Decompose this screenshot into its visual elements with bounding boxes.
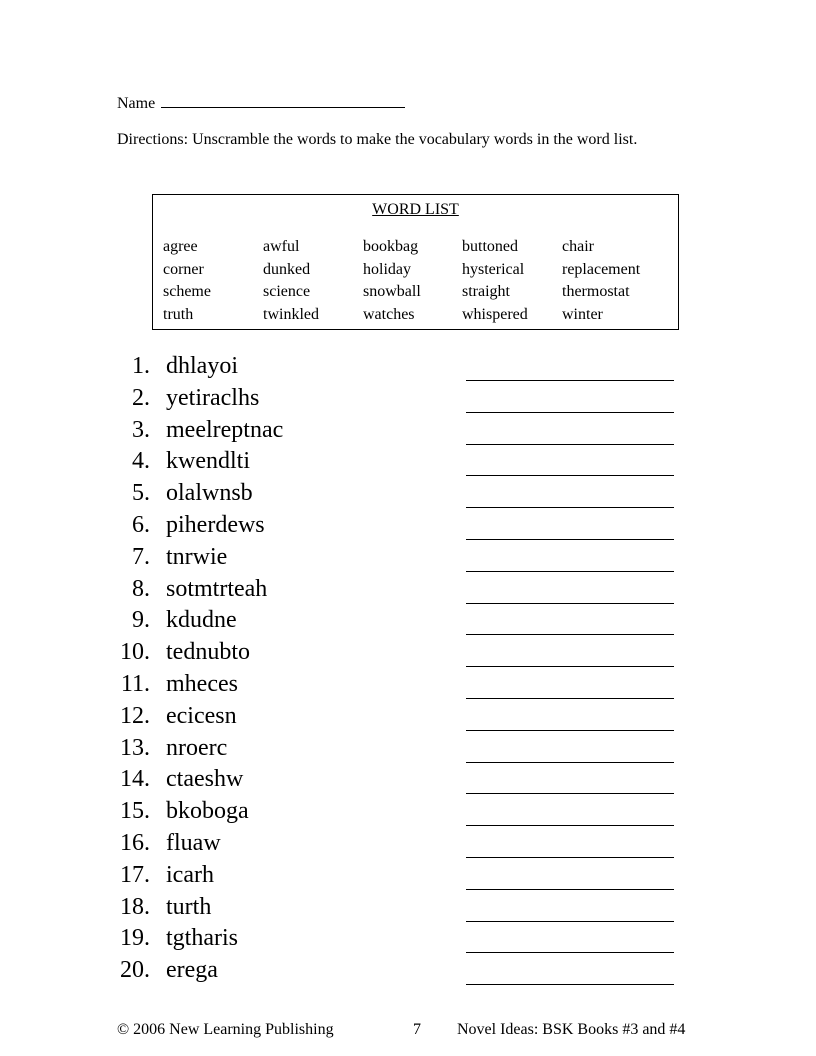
word-list-item: scheme bbox=[163, 283, 211, 300]
scrambled-word: sotmtrteah bbox=[166, 575, 268, 602]
answer-blank-line[interactable] bbox=[466, 984, 674, 985]
question-row bbox=[108, 445, 678, 477]
question-row bbox=[108, 604, 678, 636]
scrambled-word: icarh bbox=[166, 861, 214, 888]
word-list-item: science bbox=[263, 283, 311, 300]
scrambled-word: mheces bbox=[166, 670, 238, 697]
word-list-item: holiday bbox=[363, 260, 411, 278]
question-list bbox=[108, 350, 678, 986]
scrambled-word: olalwnsb bbox=[166, 480, 253, 507]
footer-page-number: 7 bbox=[413, 1021, 421, 1038]
word-list-item: dunked bbox=[263, 260, 311, 278]
word-list-item: replacement bbox=[562, 260, 641, 278]
question-number: 6. bbox=[132, 511, 150, 538]
word-list-item: snowball bbox=[363, 283, 421, 300]
question-number: 10. bbox=[120, 639, 150, 666]
word-list-item: watches bbox=[363, 305, 415, 323]
name-label: Name bbox=[117, 95, 156, 112]
word-list-item: twinkled bbox=[263, 305, 319, 323]
word-list-item: straight bbox=[462, 283, 510, 300]
question-number: 5. bbox=[132, 480, 150, 507]
question-number: 16. bbox=[120, 829, 150, 856]
scrambled-word: meelreptnac bbox=[166, 416, 284, 443]
question-number: 11. bbox=[120, 670, 150, 697]
question-row bbox=[108, 827, 678, 859]
scrambled-word: bkoboga bbox=[166, 798, 249, 825]
question-row bbox=[108, 668, 678, 700]
question-number: 2. bbox=[132, 384, 150, 411]
scrambled-word: tgtharis bbox=[166, 925, 238, 952]
question-number: 17. bbox=[120, 861, 150, 888]
question-number: 15. bbox=[120, 798, 150, 825]
question-row bbox=[108, 922, 678, 954]
word-list-box bbox=[152, 194, 679, 330]
question-number: 18. bbox=[120, 893, 150, 920]
scrambled-word: nroerc bbox=[166, 734, 228, 761]
question-row bbox=[108, 350, 678, 382]
question-row bbox=[108, 573, 678, 605]
scrambled-word: erega bbox=[166, 957, 218, 984]
word-list-item: corner bbox=[163, 260, 204, 278]
word-list-item: bookbag bbox=[363, 238, 419, 255]
word-list-item: agree bbox=[163, 238, 198, 255]
word-list-item: truth bbox=[163, 305, 194, 323]
word-list-item: thermostat bbox=[562, 283, 630, 300]
directions-text: Directions: Unscramble the words to make the vocabulary words in the word list. bbox=[117, 131, 638, 148]
scrambled-word: ctaeshw bbox=[166, 766, 244, 793]
word-list-item: winter bbox=[562, 305, 603, 323]
question-number: 19. bbox=[120, 925, 150, 952]
question-number: 1. bbox=[132, 353, 150, 379]
question-row bbox=[108, 763, 678, 795]
question-number: 20. bbox=[120, 957, 150, 984]
question-row bbox=[108, 859, 678, 891]
word-list-item: buttoned bbox=[462, 238, 518, 255]
footer-copyright: © 2006 New Learning Publishing bbox=[117, 1021, 334, 1038]
question-row bbox=[108, 732, 678, 764]
scrambled-word: tednubto bbox=[166, 639, 250, 666]
footer-series: Novel Ideas: BSK Books #3 and #4 bbox=[457, 1021, 686, 1038]
question-number: 12. bbox=[120, 702, 150, 729]
question-number: 4. bbox=[132, 448, 150, 475]
question-row bbox=[108, 382, 678, 414]
name-line bbox=[117, 93, 405, 113]
name-blank-line[interactable] bbox=[161, 93, 405, 108]
question-row bbox=[108, 795, 678, 827]
question-number: 14. bbox=[120, 766, 150, 793]
scrambled-word: piherdews bbox=[166, 511, 265, 538]
question-number: 8. bbox=[132, 575, 150, 602]
word-list-title: WORD LIST bbox=[372, 201, 459, 218]
scrambled-word: dhlayoi bbox=[166, 353, 238, 379]
word-list-item: chair bbox=[562, 238, 594, 255]
question-number: 9. bbox=[132, 607, 150, 634]
word-list-item: whispered bbox=[462, 305, 528, 323]
question-row bbox=[108, 954, 678, 986]
question-row bbox=[108, 636, 678, 668]
word-list-item: awful bbox=[263, 238, 300, 255]
scrambled-word: kwendlti bbox=[166, 448, 250, 475]
scrambled-word: ecicesn bbox=[166, 702, 237, 729]
question-number: 7. bbox=[132, 543, 150, 570]
question-number: 13. bbox=[120, 734, 150, 761]
word-list-grid bbox=[163, 236, 672, 326]
question-row bbox=[108, 414, 678, 446]
word-list-item: hysterical bbox=[462, 260, 525, 278]
question-row bbox=[108, 541, 678, 573]
scrambled-word: fluaw bbox=[166, 829, 221, 856]
scrambled-word: kdudne bbox=[166, 607, 237, 634]
question-row bbox=[108, 891, 678, 923]
question-row bbox=[108, 477, 678, 509]
question-row bbox=[108, 700, 678, 732]
scrambled-word: tnrwie bbox=[166, 543, 228, 570]
scrambled-word: yetiraclhs bbox=[166, 384, 260, 411]
question-row bbox=[108, 509, 678, 541]
scrambled-word: turth bbox=[166, 893, 212, 920]
question-number: 3. bbox=[132, 416, 150, 443]
